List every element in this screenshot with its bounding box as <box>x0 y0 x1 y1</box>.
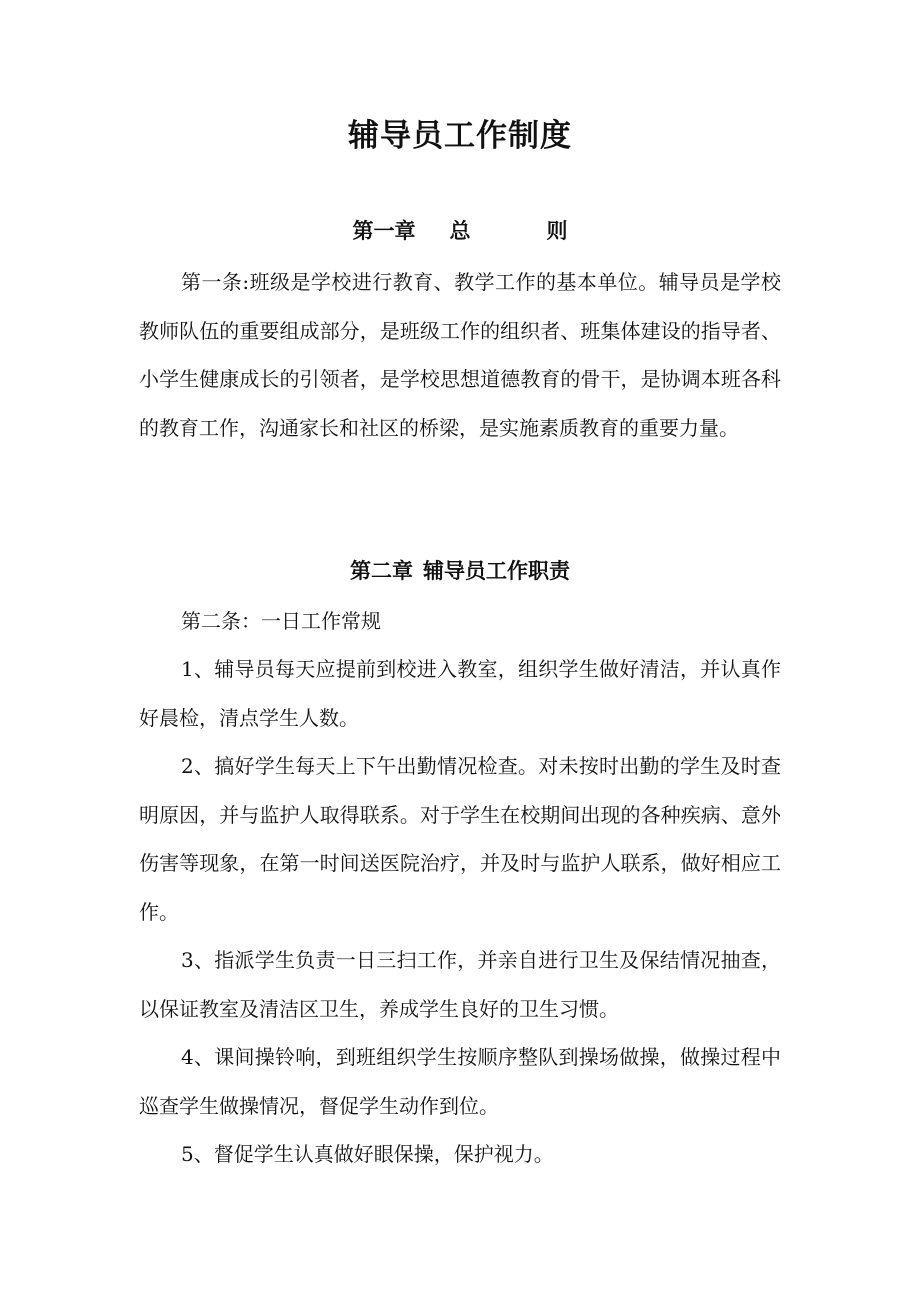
list-item: 5、督促学生认真做好眼保操，保护视力。 <box>181 1142 554 1166</box>
chapter-1-title-char-2: 则 <box>546 219 568 243</box>
article-2-paragraph: 第二条：一日工作常规 <box>181 609 381 633</box>
chapter-2-title: 辅导员工作职责 <box>423 559 570 583</box>
list-item: 1、辅导员每天应提前到校进入教室，组织学生做好清洁，并认真作好晨检，清点学生人数。 <box>139 657 781 730</box>
chapter-1-title-char-1: 总 <box>449 219 471 243</box>
article-1-paragraph: 第一条:班级是学校进行教育、教学工作的基本单位。辅导员是学校教师队伍的重要组成部分，是班级工作的组织者、班集体建设的指导者、小学生健康成长的引领者，是学校思想道德教育的骨干，是协调本班各科的教育工作，沟通家长和社区的桥梁，是实施素质教育的重要力量。 <box>139 270 781 440</box>
document-title: 辅导员工作制度 <box>348 118 572 154</box>
chapter-2-number: 第二章 <box>350 559 413 583</box>
list-item: 2、搞好学生每天上下午出勤情况检查。对未按时出勤的学生及时查明原因，并与监护人取得联系。对于学生在校期间出现的各种疾病、意外伤害等现象，在第一时间送医院治疗，并及时与监护人联系，做好相应工作。 <box>139 754 781 924</box>
chapter-2-heading <box>0 555 920 587</box>
list-item: 3、指派学生负责一日三扫工作，并亲自进行卫生及保结情况抽查，以保证教室及清洁区卫生，养成学生良好的卫生习惯。 <box>139 948 781 1021</box>
list-item: 4、课间操铃响，到班组织学生按顺序整队到操场做操，做操过程中巡查学生做操情况，督促学生动作到位。 <box>139 1045 781 1118</box>
chapter-1-heading <box>0 215 920 247</box>
chapter-1-number: 第一章 <box>352 219 416 243</box>
